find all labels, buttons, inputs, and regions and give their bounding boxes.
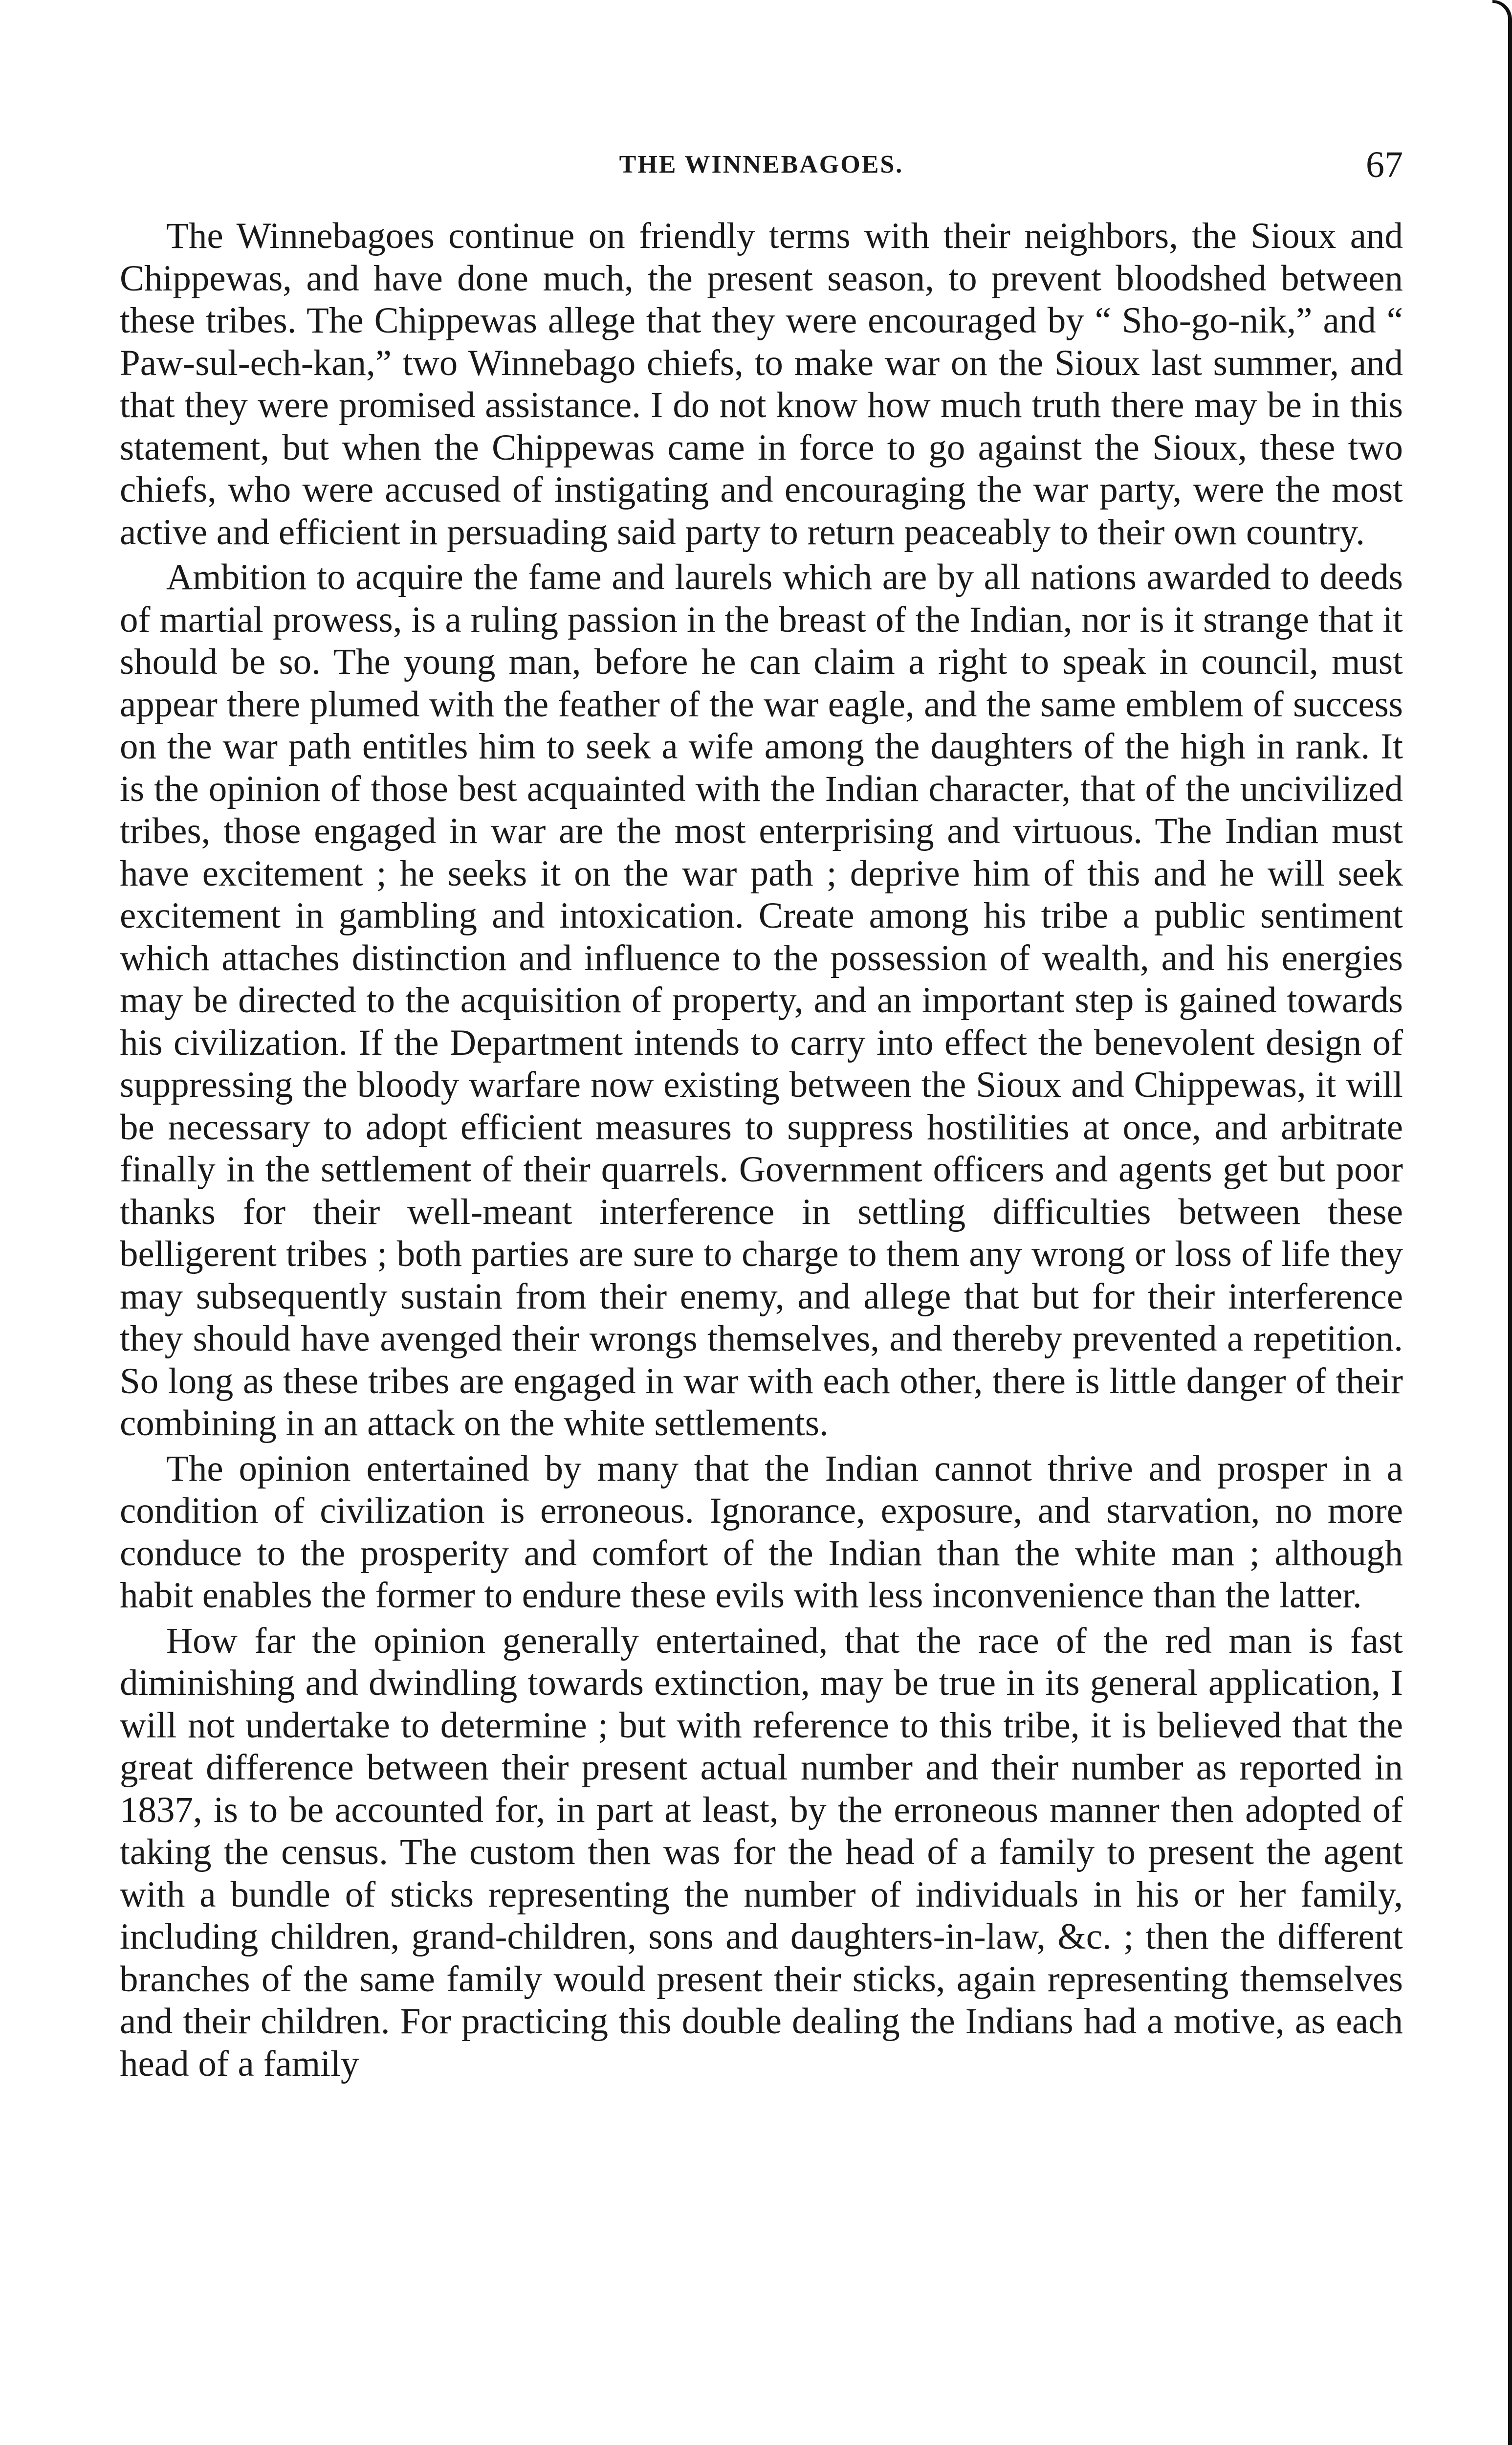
paragraph: Ambition to acquire the fame and laurels which are by all nations awarded to deeds of martial prowess, is a ruling passion in the breast of the Indian, nor is it strange that it should be so. The young man, before he can claim a right to speak in council, must appear there plumed with the feather of the war eagle, and the same emblem of success on the war path entitles him to seek a wife among the daughters of the high in rank. It is the opinion of those best acquainted with the Indian character, that of the uncivilized tribes, those engaged in war are the most enterprising and virtuous. The Indian must have excitement ; he seeks it on the war path ; deprive him of this and he will seek excitement in gambling and intoxication. Create among his tribe a public sentiment which attaches distinction and influence to the possession of wealth, and his energies may be directed to the acquisition of property, and an important step is gained towards his civilization. If the Department intends to carry into effect the benevolent design of suppressing the bloody warfare now existing between the Sioux and Chippewas, it will be necessary to adopt efficient measures to suppress hostilities at once, and arbitrate finally in the settlement of their quarrels. Government officers and agents get but poor thanks for their well-meant interference in settling difficulties between these belligerent tribes ; both parties are sure to charge to them any wrong or loss of life they may subsequently sustain from their enemy, and allege that but for their interference they should have avenged their wrongs themselves, and thereby prevented a repetition. So long as these tribes are engaged in war with each other, there is little danger of their combining in an attack on the white settlements. bbox=[120, 557, 1403, 1444]
paragraph: The opinion entertained by many that the Indian cannot thrive and prosper in a condition of civilization is erroneous. Ignorance, exposure, and starvation, no more conduce to the prosperity and comfort of the Indian than the white man ; although habit enables the former to endure these evils with less inconvenience than the latter. bbox=[120, 1448, 1403, 1616]
running-title: THE WINNEBAGOES. bbox=[619, 151, 904, 178]
page-header bbox=[120, 143, 1403, 187]
page-edge-line bbox=[1508, 39, 1512, 2445]
body-text bbox=[120, 215, 1403, 2085]
paragraph: The Winnebagoes continue on friendly terms with their neighbors, the Sioux and Chippewas, and have done much, the present season, to prevent bloodshed between these tribes. The Chippewas allege that they were encouraged by “ Sho-go-nik,” and “ Paw-sul-ech-kan,” two Winnebago chiefs, to make war on the Sioux last summer, and that they were promised assistance. I do not know how much truth there may be in this statement, but when the Chippewas came in force to go against the Sioux, these two chiefs, who were accused of instigating and encouraging the war party, were the most active and efficient in persuading said party to return peaceably to their own country. bbox=[120, 216, 1403, 553]
paragraph: How far the opinion generally entertained, that the race of the red man is fast diminishing and dwindling towards extinction, may be true in its general application, I will not undertake to determine ; but with reference to this tribe, it is believed that the great difference between their present actual number and their number as reported in 1837, is to be accounted for, in part at least, by the erroneous manner then adopted of taking the census. The custom then was for the head of a family to present the agent with a bundle of sticks representing the number of individuals in his or her family, including children, grand-children, sons and daughters-in-law, &c. ; then the different branches of the same family would present their sticks, again representing themselves and their children. For practicing this double dealing the Indians had a motive, as each head of a family bbox=[120, 1620, 1403, 2084]
page-number: 67 bbox=[1366, 144, 1403, 185]
page-edge bbox=[1492, 0, 1512, 2445]
page-curl bbox=[1492, 0, 1512, 44]
